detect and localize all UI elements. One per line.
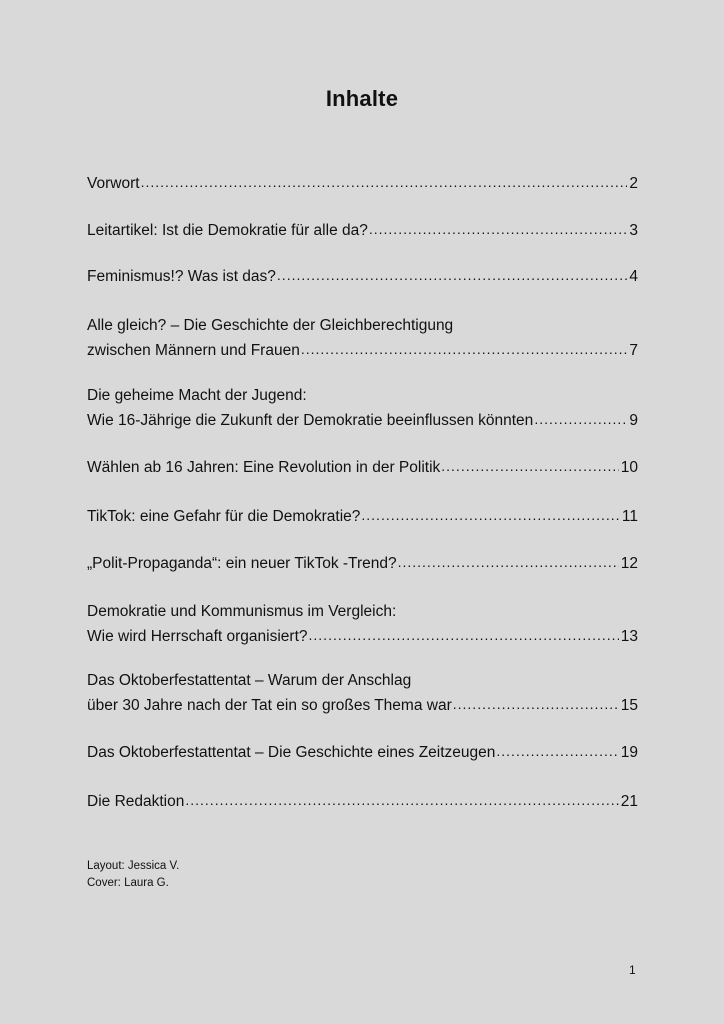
toc-entry-line — [87, 171, 638, 195]
toc-entry-page: 15 — [620, 697, 638, 714]
toc-entry-page: 7 — [629, 342, 638, 359]
toc-entry — [87, 455, 638, 479]
toc-entry-title: Die geheime Macht der Jugend: — [87, 387, 307, 404]
page-title: Inhalte — [325, 86, 399, 111]
toc-entry-title: Demokratie und Kommunismus im Vergleich: — [87, 603, 397, 620]
dot-leader — [453, 692, 619, 717]
toc-entry-line — [87, 314, 638, 338]
toc-entry — [87, 789, 638, 813]
toc-entry — [87, 669, 638, 717]
toc-entry-title: Wählen ab 16 Jahren: Eine Revolution in der Politik — [87, 459, 441, 476]
toc-entry-title: Wie 16-Jährige die Zukunft der Demokratie beeinflussen könnten — [87, 412, 534, 429]
dot-leader — [309, 623, 619, 648]
toc-entry-line — [87, 693, 638, 717]
toc-entry-line — [87, 408, 638, 432]
toc-entry-page: 19 — [620, 744, 638, 761]
toc-entry-page: 9 — [629, 412, 638, 429]
dot-leader — [496, 739, 618, 764]
toc-entry-line — [87, 551, 638, 575]
toc-entry-page: 3 — [629, 222, 638, 239]
toc-entry-title: Vorwort — [87, 175, 140, 192]
page-number: 1 — [629, 963, 636, 977]
toc-entry — [87, 740, 638, 764]
toc-entry-line — [87, 264, 638, 288]
toc-entry-line — [87, 600, 638, 624]
toc-entry — [87, 264, 638, 288]
toc-entry-page: 13 — [620, 628, 638, 645]
toc-entry — [87, 314, 638, 362]
toc-entry-title: zwischen Männern und Frauen — [87, 342, 300, 359]
toc-entry-page: 2 — [629, 175, 638, 192]
dot-leader — [185, 788, 618, 813]
toc-entry — [87, 384, 638, 432]
toc-entry-line — [87, 669, 638, 693]
toc-entry-title: Das Oktoberfestattentat – Warum der Anschlag — [87, 672, 412, 689]
toc-entry-title: Die Redaktion — [87, 793, 185, 810]
dot-leader — [141, 170, 628, 195]
toc-entry-page: 21 — [620, 793, 638, 810]
toc-entry-line — [87, 384, 638, 408]
toc-entry — [87, 551, 638, 575]
toc-entry — [87, 218, 638, 242]
toc-entry-line — [87, 624, 638, 648]
dot-leader — [301, 337, 628, 362]
toc-entry-title: über 30 Jahre nach der Tat ein so großes Thema war — [87, 697, 452, 714]
toc-entry-line — [87, 789, 638, 813]
toc-entry-title: Feminismus!? Was ist das? — [87, 268, 276, 285]
toc-entry-title: Leitartikel: Ist die Demokratie für alle da? — [87, 222, 368, 239]
toc-entry-title: Wie wird Herrschaft organisiert? — [87, 628, 308, 645]
toc-entry-line — [87, 455, 638, 479]
credit-cover: Cover: Laura G. — [87, 877, 169, 889]
toc-entry-line — [87, 740, 638, 764]
credits — [87, 858, 179, 892]
toc-entry-page: 11 — [621, 508, 638, 525]
dot-leader — [369, 217, 628, 242]
dot-leader — [277, 263, 627, 288]
dot-leader — [361, 503, 620, 528]
toc-entry-title: Alle gleich? – Die Geschichte der Gleichberechtigung — [87, 317, 454, 334]
dot-leader — [534, 407, 627, 432]
toc-entry-line — [87, 504, 638, 528]
toc-entry-line — [87, 338, 638, 362]
dot-leader — [441, 454, 618, 479]
toc-entry-page: 12 — [620, 555, 638, 572]
toc-entry-title: „Polit-Propaganda“: ein neuer TikTok -Trend? — [87, 555, 397, 572]
toc-entry-page: 10 — [620, 459, 638, 476]
toc-entry — [87, 171, 638, 195]
toc-entry — [87, 504, 638, 528]
toc-entry-page: 4 — [629, 268, 638, 285]
dot-leader — [398, 550, 619, 575]
toc-entry-title: Das Oktoberfestattentat – Die Geschichte eines Zeitzeugen — [87, 744, 496, 761]
toc-entry-line — [87, 218, 638, 242]
toc-entry — [87, 600, 638, 648]
credit-layout: Layout: Jessica V. — [87, 860, 180, 872]
toc-entry-title: TikTok: eine Gefahr für die Demokratie? — [87, 508, 361, 525]
